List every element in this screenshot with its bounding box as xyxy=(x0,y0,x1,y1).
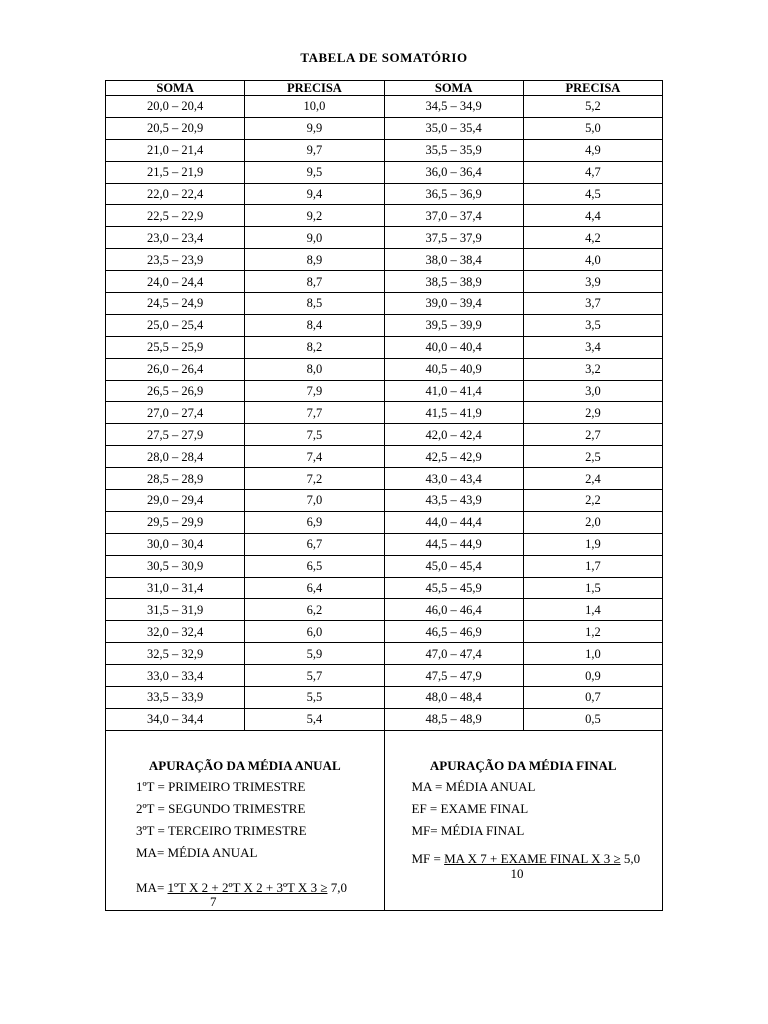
precisa-left-cell: 7,0 xyxy=(245,490,384,512)
precisa-left-cell: 9,5 xyxy=(245,161,384,183)
soma-left-cell: 24,5 – 24,9 xyxy=(106,293,245,315)
table-row xyxy=(106,599,663,621)
soma-left-cell: 22,0 – 22,4 xyxy=(106,183,245,205)
annual-formula-suffix: 7,0 xyxy=(327,880,347,895)
precisa-right-cell: 1,7 xyxy=(523,555,662,577)
soma-right-cell: 36,5 – 36,9 xyxy=(384,183,523,205)
precisa-right-cell: 5,0 xyxy=(523,117,662,139)
precisa-left-cell: 7,9 xyxy=(245,380,384,402)
precisa-right-cell: 3,9 xyxy=(523,271,662,293)
precisa-right-cell: 2,7 xyxy=(523,424,662,446)
table-body xyxy=(106,96,663,731)
header-soma-right: SOMA xyxy=(384,81,523,96)
soma-right-cell: 36,0 – 36,4 xyxy=(384,161,523,183)
table-row xyxy=(106,96,663,118)
table-row xyxy=(106,533,663,555)
soma-left-cell: 23,0 – 23,4 xyxy=(106,227,245,249)
precisa-left-cell: 8,7 xyxy=(245,271,384,293)
soma-left-cell: 25,5 – 25,9 xyxy=(106,336,245,358)
final-average-heading: APURAÇÃO DA MÉDIA FINAL xyxy=(429,758,617,773)
precisa-right-cell: 0,9 xyxy=(523,665,662,687)
precisa-right-cell: 1,4 xyxy=(523,599,662,621)
precisa-left-cell: 6,4 xyxy=(245,577,384,599)
soma-right-cell: 46,0 – 46,4 xyxy=(384,599,523,621)
soma-left-cell: 28,5 – 28,9 xyxy=(106,468,245,490)
soma-right-cell: 35,5 – 35,9 xyxy=(384,139,523,161)
precisa-right-cell: 1,9 xyxy=(523,533,662,555)
soma-left-cell: 27,5 – 27,9 xyxy=(106,424,245,446)
precisa-right-cell: 4,9 xyxy=(523,139,662,161)
formula-section xyxy=(105,731,663,911)
precisa-right-cell: 0,7 xyxy=(523,687,662,709)
table-row xyxy=(106,117,663,139)
precisa-right-cell: 4,7 xyxy=(523,161,662,183)
precisa-left-cell: 6,2 xyxy=(245,599,384,621)
precisa-right-cell: 5,2 xyxy=(523,96,662,118)
table-row xyxy=(106,687,663,709)
precisa-right-cell: 3,0 xyxy=(523,380,662,402)
table-row xyxy=(106,293,663,315)
table-row xyxy=(106,468,663,490)
annual-formula-prefix: MA= xyxy=(136,880,168,895)
table-row xyxy=(106,446,663,468)
soma-left-cell: 28,0 – 28,4 xyxy=(106,446,245,468)
precisa-right-cell: 4,4 xyxy=(523,205,662,227)
header-precisa-left: PRECISA xyxy=(245,81,384,96)
soma-right-cell: 44,5 – 44,9 xyxy=(384,533,523,555)
sum-table xyxy=(105,80,663,731)
annual-formula xyxy=(136,880,347,896)
annual-formula-denominator: 7 xyxy=(210,894,217,909)
annual-average-box xyxy=(106,731,385,910)
final-line-3: MF= MÉDIA FINAL xyxy=(411,823,525,838)
final-formula-suffix: 5,0 xyxy=(620,851,641,866)
precisa-left-cell: 9,7 xyxy=(245,139,384,161)
soma-right-cell: 35,0 – 35,4 xyxy=(384,117,523,139)
soma-right-cell: 48,5 – 48,9 xyxy=(384,708,523,730)
table-row xyxy=(106,358,663,380)
header-precisa-right: PRECISA xyxy=(523,81,662,96)
table-row xyxy=(106,643,663,665)
soma-left-cell: 20,5 – 20,9 xyxy=(106,117,245,139)
precisa-left-cell: 7,4 xyxy=(245,446,384,468)
table-row xyxy=(106,665,663,687)
soma-left-cell: 23,5 – 23,9 xyxy=(106,249,245,271)
soma-right-cell: 45,0 – 45,4 xyxy=(384,555,523,577)
table-row xyxy=(106,490,663,512)
soma-right-cell: 38,5 – 38,9 xyxy=(384,271,523,293)
table-row xyxy=(106,555,663,577)
soma-left-cell: 25,0 – 25,4 xyxy=(106,314,245,336)
precisa-left-cell: 5,4 xyxy=(245,708,384,730)
table-header-row xyxy=(106,81,663,96)
precisa-left-cell: 9,9 xyxy=(245,117,384,139)
precisa-right-cell: 1,2 xyxy=(523,621,662,643)
precisa-right-cell: 1,5 xyxy=(523,577,662,599)
soma-left-cell: 32,5 – 32,9 xyxy=(106,643,245,665)
precisa-left-cell: 6,5 xyxy=(245,555,384,577)
soma-right-cell: 38,0 – 38,4 xyxy=(384,249,523,271)
soma-left-cell: 29,5 – 29,9 xyxy=(106,511,245,533)
precisa-right-cell: 2,5 xyxy=(523,446,662,468)
soma-left-cell: 33,0 – 33,4 xyxy=(106,665,245,687)
soma-left-cell: 31,0 – 31,4 xyxy=(106,577,245,599)
soma-left-cell: 20,0 – 20,4 xyxy=(106,96,245,118)
soma-right-cell: 37,0 – 37,4 xyxy=(384,205,523,227)
annual-line-3: 3ºT = TERCEIRO TRIMESTRE xyxy=(136,823,307,838)
precisa-left-cell: 5,9 xyxy=(245,643,384,665)
soma-right-cell: 45,5 – 45,9 xyxy=(384,577,523,599)
precisa-left-cell: 6,9 xyxy=(245,511,384,533)
final-line-2: EF = EXAME FINAL xyxy=(411,801,529,816)
precisa-right-cell: 3,2 xyxy=(523,358,662,380)
table-row xyxy=(106,577,663,599)
precisa-right-cell: 3,4 xyxy=(523,336,662,358)
precisa-right-cell: 4,0 xyxy=(523,249,662,271)
precisa-left-cell: 9,4 xyxy=(245,183,384,205)
soma-left-cell: 24,0 – 24,4 xyxy=(106,271,245,293)
precisa-left-cell: 8,9 xyxy=(245,249,384,271)
precisa-left-cell: 7,5 xyxy=(245,424,384,446)
soma-right-cell: 46,5 – 46,9 xyxy=(384,621,523,643)
precisa-left-cell: 6,7 xyxy=(245,533,384,555)
annual-line-4: MA= MÉDIA ANUAL xyxy=(136,845,258,860)
final-formula xyxy=(412,851,641,867)
precisa-right-cell: 4,2 xyxy=(523,227,662,249)
final-average-box xyxy=(385,731,663,910)
table-row xyxy=(106,336,663,358)
soma-right-cell: 42,0 – 42,4 xyxy=(384,424,523,446)
precisa-left-cell: 8,2 xyxy=(245,336,384,358)
header-soma-left: SOMA xyxy=(106,81,245,96)
precisa-left-cell: 9,2 xyxy=(245,205,384,227)
soma-right-cell: 44,0 – 44,4 xyxy=(384,511,523,533)
precisa-left-cell: 7,7 xyxy=(245,402,384,424)
soma-left-cell: 29,0 – 29,4 xyxy=(106,490,245,512)
soma-right-cell: 37,5 – 37,9 xyxy=(384,227,523,249)
soma-right-cell: 42,5 – 42,9 xyxy=(384,446,523,468)
table-row xyxy=(106,621,663,643)
soma-right-cell: 43,5 – 43,9 xyxy=(384,490,523,512)
soma-right-cell: 41,5 – 41,9 xyxy=(384,402,523,424)
soma-left-cell: 33,5 – 33,9 xyxy=(106,687,245,709)
table-row xyxy=(106,424,663,446)
soma-left-cell: 34,0 – 34,4 xyxy=(106,708,245,730)
soma-right-cell: 43,0 – 43,4 xyxy=(384,468,523,490)
annual-formula-numerator: 1ºT X 2 + 2ºT X 2 + 3ºT X 3 ≥ xyxy=(167,880,328,895)
soma-left-cell: 30,0 – 30,4 xyxy=(106,533,245,555)
soma-left-cell: 21,0 – 21,4 xyxy=(106,139,245,161)
soma-right-cell: 48,0 – 48,4 xyxy=(384,687,523,709)
soma-left-cell: 22,5 – 22,9 xyxy=(106,205,245,227)
soma-right-cell: 41,0 – 41,4 xyxy=(384,380,523,402)
table-row xyxy=(106,161,663,183)
precisa-left-cell: 9,0 xyxy=(245,227,384,249)
precisa-right-cell: 2,4 xyxy=(523,468,662,490)
precisa-left-cell: 5,5 xyxy=(245,687,384,709)
table-row xyxy=(106,511,663,533)
precisa-right-cell: 2,0 xyxy=(523,511,662,533)
table-row xyxy=(106,314,663,336)
soma-left-cell: 26,0 – 26,4 xyxy=(106,358,245,380)
soma-right-cell: 47,0 – 47,4 xyxy=(384,643,523,665)
soma-right-cell: 39,5 – 39,9 xyxy=(384,314,523,336)
soma-left-cell: 26,5 – 26,9 xyxy=(106,380,245,402)
soma-right-cell: 47,5 – 47,9 xyxy=(384,665,523,687)
precisa-left-cell: 6,0 xyxy=(245,621,384,643)
table-row xyxy=(106,380,663,402)
precisa-left-cell: 8,4 xyxy=(245,314,384,336)
soma-left-cell: 30,5 – 30,9 xyxy=(106,555,245,577)
final-line-1: MA = MÉDIA ANUAL xyxy=(411,779,536,794)
precisa-left-cell: 8,0 xyxy=(245,358,384,380)
final-formula-prefix: MF = xyxy=(411,851,445,866)
precisa-right-cell: 3,5 xyxy=(523,314,662,336)
precisa-left-cell: 8,5 xyxy=(245,293,384,315)
precisa-right-cell: 1,0 xyxy=(523,643,662,665)
final-formula-numerator: MA X 7 + EXAME FINAL X 3 ≥ xyxy=(444,851,621,866)
annual-line-1: 1ºT = PRIMEIRO TRIMESTRE xyxy=(136,779,306,794)
table-row xyxy=(106,271,663,293)
final-formula-denominator: 10 xyxy=(510,866,524,881)
soma-left-cell: 32,0 – 32,4 xyxy=(106,621,245,643)
precisa-left-cell: 10,0 xyxy=(245,96,384,118)
soma-right-cell: 40,5 – 40,9 xyxy=(384,358,523,380)
precisa-right-cell: 2,2 xyxy=(523,490,662,512)
annual-line-2: 2ºT = SEGUNDO TRIMESTRE xyxy=(136,801,306,816)
precisa-left-cell: 5,7 xyxy=(245,665,384,687)
table-row xyxy=(106,227,663,249)
precisa-right-cell: 2,9 xyxy=(523,402,662,424)
precisa-left-cell: 7,2 xyxy=(245,468,384,490)
soma-left-cell: 21,5 – 21,9 xyxy=(106,161,245,183)
soma-left-cell: 31,5 – 31,9 xyxy=(106,599,245,621)
soma-left-cell: 27,0 – 27,4 xyxy=(106,402,245,424)
precisa-right-cell: 4,5 xyxy=(523,183,662,205)
soma-right-cell: 39,0 – 39,4 xyxy=(384,293,523,315)
table-row xyxy=(106,183,663,205)
annual-average-heading: APURAÇÃO DA MÉDIA ANUAL xyxy=(148,758,341,773)
page-title: TABELA DE SOMATÓRIO xyxy=(300,50,468,65)
table-row xyxy=(106,249,663,271)
precisa-right-cell: 3,7 xyxy=(523,293,662,315)
table-row xyxy=(106,139,663,161)
precisa-right-cell: 0,5 xyxy=(523,708,662,730)
table-row xyxy=(106,205,663,227)
soma-right-cell: 34,5 – 34,9 xyxy=(384,96,523,118)
table-row xyxy=(106,708,663,730)
table-row xyxy=(106,402,663,424)
soma-right-cell: 40,0 – 40,4 xyxy=(384,336,523,358)
